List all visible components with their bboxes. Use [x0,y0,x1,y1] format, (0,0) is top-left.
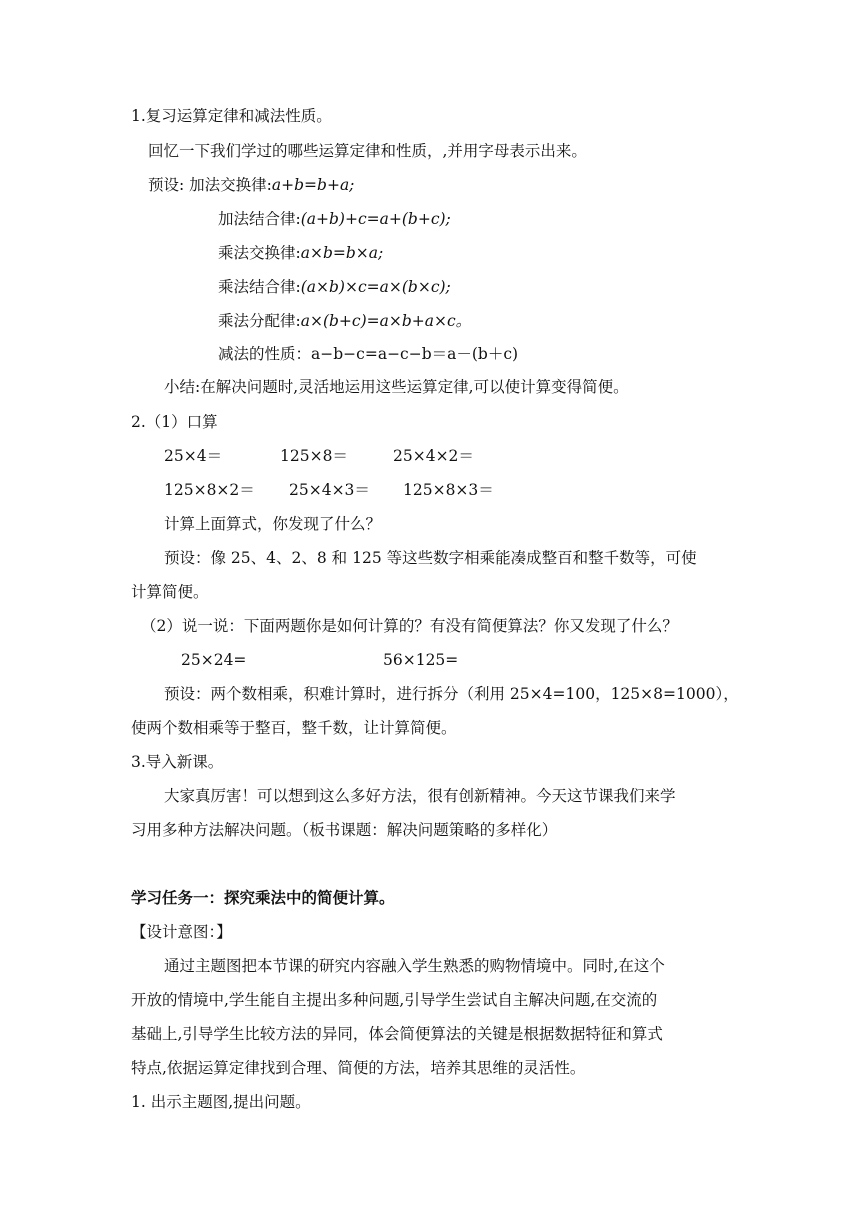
oral-row-1-b: 125×8＝ [280,447,348,465]
section-heading-intro: 3.导入新课。 [131,753,224,771]
oral-row-2-a: 125×8×2＝ [164,481,255,499]
oral-row-1-a: 25×4＝ [164,447,223,465]
oral-row-1-c: 25×4×2＝ [393,447,474,465]
oral-preset2-line-2: 使两个数相乘等于整百，整千数，让计算简便。 [131,719,457,737]
law-name: 乘法分配律: [218,312,301,330]
oral-part-2: （2）说一说：下面两题你是如何计算的？有没有简便算法？你又发现了什么？ [141,617,678,635]
law-distributive [218,311,471,331]
oral-preset2-line-1: 预设：两个数相乘，积难计算时，进行拆分（利用 25×4=100，125×8=1000）， [164,685,739,703]
law-commutative-mul [218,243,383,263]
law-name: 加法结合律: [218,210,301,228]
law-commutative-add [148,175,354,195]
intro-line-2: 习用多种方法解决问题。（板书课题：解决问题策略的多样化） [131,821,558,839]
law-name: 减法的性质： [218,345,312,363]
oral-preset-line-1: 预设：像 25、4、2、8 和 125 等这些数字相乘能凑成整百和整千数等，可使 [164,549,697,567]
law-subtraction [218,344,518,364]
law-formula: a×(b+c)=a×b+a×c。 [300,312,472,330]
law-name: 乘法结合律: [218,278,301,296]
intent-paragraph-line-1: 通过主题图把本节课的研究内容融入学生熟悉的购物情境中。同时,在这个 [164,957,665,975]
law-formula: a−b−c=a−c−b＝a－(b＋c) [311,345,519,363]
oral-row-3-b: 56×125= [383,651,459,669]
oral-preset-line-2: 计算简便。 [131,583,209,601]
law-name: 加法交换律: [189,176,272,194]
law-formula: a×b=b×a; [300,244,384,262]
oral-row-2-c: 125×8×3＝ [403,481,494,499]
review-summary: 小结:在解决问题时,灵活地运用这些运算定律,可以使计算变得简便。 [164,378,629,396]
law-associative-add [218,209,451,229]
section-heading-review: 1.复习运算定律和减法性质。 [131,107,332,125]
task-step-1: 1. 出示主题图,提出问题。 [131,1093,311,1111]
law-associative-mul [218,277,451,297]
intent-paragraph-line-3: 基础上,引导学生比较方法的异同，体会简便算法的关键是根据数据特征和算式 [131,1025,663,1043]
intent-paragraph-line-2: 开放的情境中,学生能自主提出多种问题,引导学生尝试自主解决问题,在交流的 [131,991,658,1009]
oral-row-3-a: 25×24= [181,651,247,669]
law-formula: (a+b)+c=a+(b+c); [300,210,451,228]
task-title: 学习任务一：探究乘法中的简便计算。 [131,888,395,907]
intent-paragraph-line-4: 特点,依据运算定律找到合理、简便的方法，培养其思维的灵活性。 [131,1059,586,1077]
oral-question: 计算上面算式，你发现了什么？ [164,515,382,533]
intro-line-1: 大家真厉害！可以想到这么多好方法，很有创新精神。今天这节课我们来学 [164,787,676,805]
law-formula: a+b=b+a; [271,176,355,194]
law-formula: (a×b)×c=a×(b×c); [300,278,451,296]
design-intent-label: 【设计意图：】 [131,923,232,941]
preset-label: 预设: [148,176,190,194]
section-heading-oral: 2.（1）口算 [131,413,218,431]
law-name: 乘法交换律: [218,244,301,262]
review-prompt: 回忆一下我们学过的哪些运算定律和性质，,并用字母表示出来。 [148,142,587,160]
oral-row-2-b: 25×4×3＝ [289,481,370,499]
